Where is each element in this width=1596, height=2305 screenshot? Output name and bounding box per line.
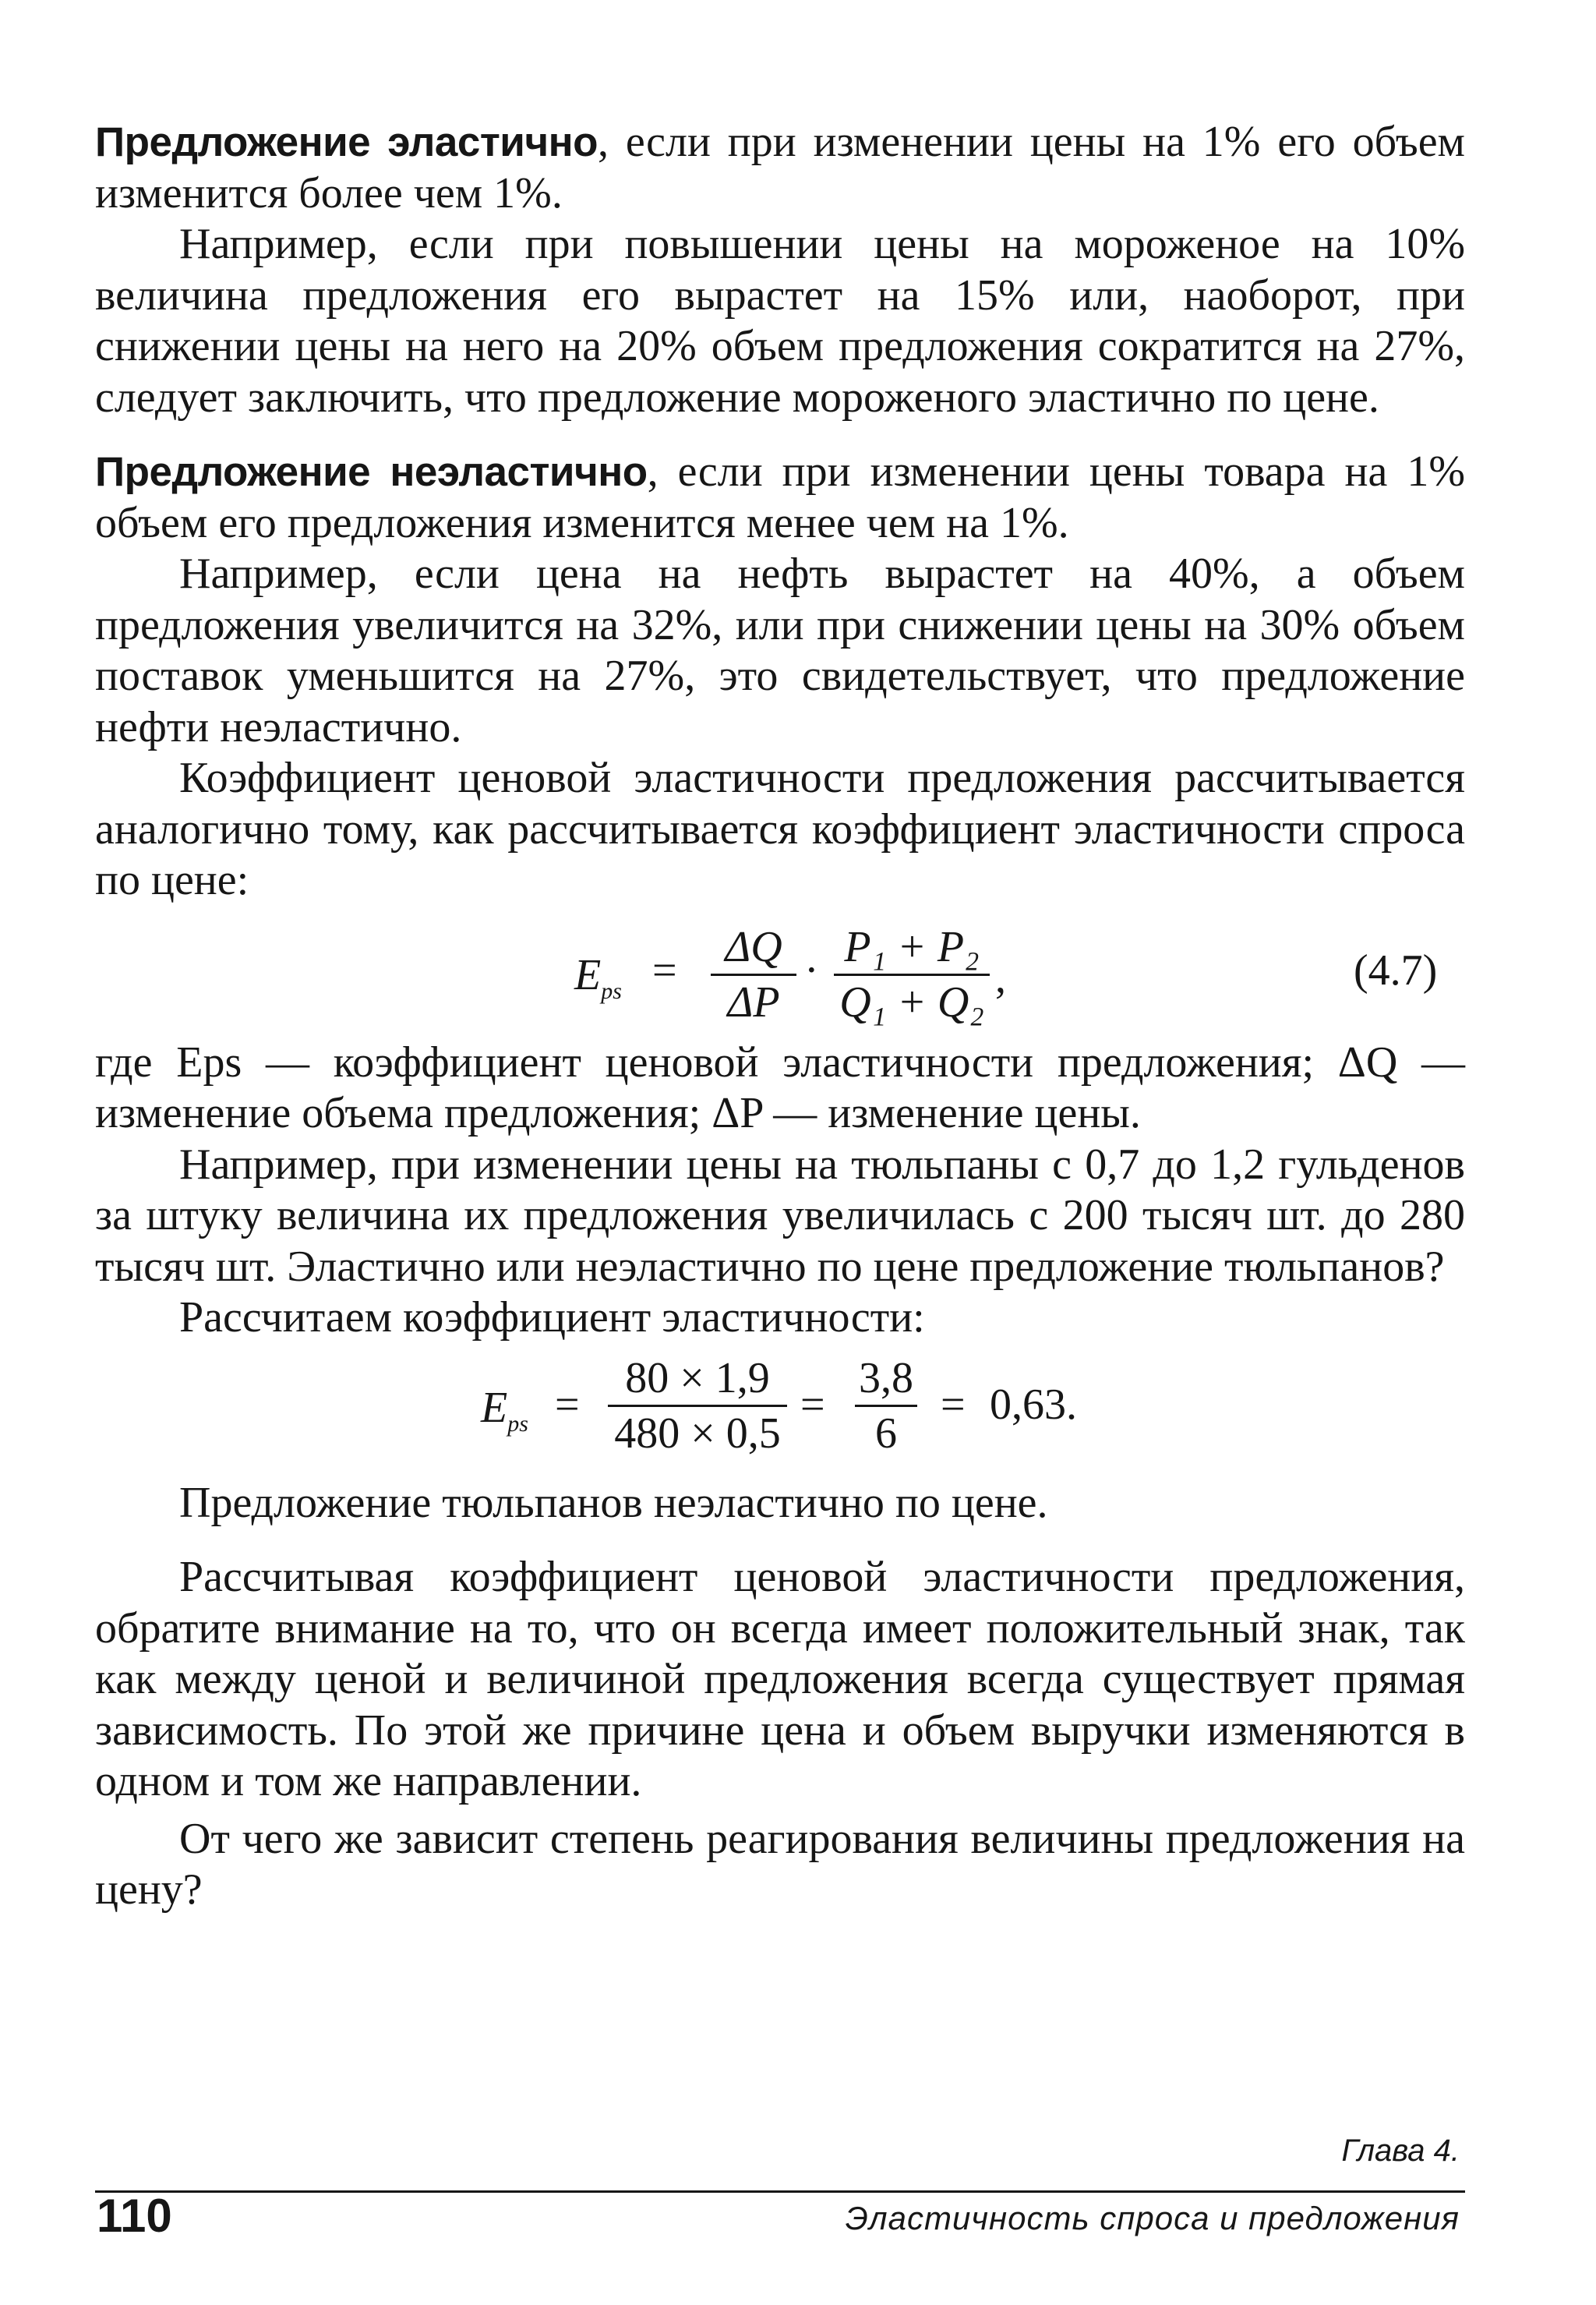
term-inelastic: Предложение неэластично — [95, 449, 648, 495]
paragraph-inelastic-definition — [95, 447, 1465, 549]
formula-equals: = — [941, 1380, 966, 1429]
term-elastic: Предложение эластично — [95, 119, 598, 165]
paragraph-text: , если при изменении цены товара на 1% объем его предложения изменится менее чем на 1%. — [95, 447, 1465, 547]
paragraph-question: От чего же зависит степень реагирования величины предложения на цену? — [95, 1814, 1465, 1914]
footer-divider — [95, 2190, 1465, 2193]
formula-lhs: $E_{ps}$ — [481, 1383, 528, 1437]
formula-result: 0,63. — [990, 1380, 1077, 1429]
page-body — [95, 117, 1465, 1916]
page-number: 110 — [97, 2190, 172, 2242]
paragraph-tulip-example: Например, при изменении цены на тюльпаны с 0,7 до 1,2 гульденов за штуку величина их предложения увеличилась с 200 тысяч шт. до 280 тысяч шт. Эластично или неэластично по цене предложение тюльпанов? — [95, 1140, 1465, 1291]
formula-fraction-values: 80 × 1,9 480 × 0,5 — [608, 1353, 787, 1458]
formula-equals: = — [800, 1380, 825, 1429]
paragraph-coefficient-intro: Коэффициент ценовой эластичности предложения рассчитывается аналогично тому, как рассчитывается коэффициент эластичности спроса по цене: — [95, 754, 1465, 904]
formula-comma: , — [995, 953, 1006, 1002]
paragraph-text: , если при изменении цены на 1% его объем изменится более чем 1%. — [95, 118, 1465, 217]
formula-number: (4.7) — [1354, 946, 1438, 995]
chapter-label: Глава 4. — [1341, 2134, 1460, 2168]
paragraph-elastic-definition — [95, 117, 1465, 219]
running-head: Эластичность спроса и предложения — [845, 2200, 1460, 2236]
formula-lhs: $E_{ps}$ — [574, 950, 622, 1004]
formula-fraction-midpoint: P₁ + P₂ Q₁ + Q₂ — [834, 922, 990, 1027]
paragraph-tulip-conclusion: Предложение тюльпанов неэластично по цене. — [179, 1478, 1048, 1527]
paragraph-positive-sign: Рассчитывая коэффициент ценовой эластичности предложения, обратите внимание на то, что он всегда имеет положительный знак, так как между ценой и величиной предложения всегда существует прямая зависимость. По этой же причине цена и объем выручки изменяются в одном и том же направлении. — [95, 1553, 1465, 1805]
paragraph-elastic-example: Например, если при повышении цены на мороженое на 10% величина предложения его вырастет на 15% или, наоборот, при снижении цены на него на 20% объем предложения сократится на 27%, следует заключить, что предложение мороженого эластично по цене. — [95, 220, 1465, 422]
formula-fraction-simplified: 3,8 6 — [855, 1353, 917, 1458]
formula-calculation — [95, 1353, 1465, 1458]
formula-equals: = — [652, 946, 677, 995]
formula-dot: · — [804, 946, 819, 995]
paragraph-inelastic-example: Например, если цена на нефть вырастет на 40%, а объем предложения увеличится на 32%, или при снижении цены на 30% объем поставок уменьшится на 27%, это свидетельствует, что предложение нефти неэластично. — [95, 550, 1465, 751]
formula-4-7 — [95, 916, 1465, 1033]
formula-equals: = — [555, 1380, 580, 1429]
paragraph-formula-legend: где Eps — коэффициент ценовой эластичности предложения; ΔQ — изменение объема предложения; ΔP — изменение цены. — [95, 1038, 1465, 1137]
formula-fraction-delta: ΔQ ΔP — [711, 922, 796, 1027]
paragraph-calculate: Рассчитаем коэффициент эластичности: — [179, 1293, 925, 1342]
